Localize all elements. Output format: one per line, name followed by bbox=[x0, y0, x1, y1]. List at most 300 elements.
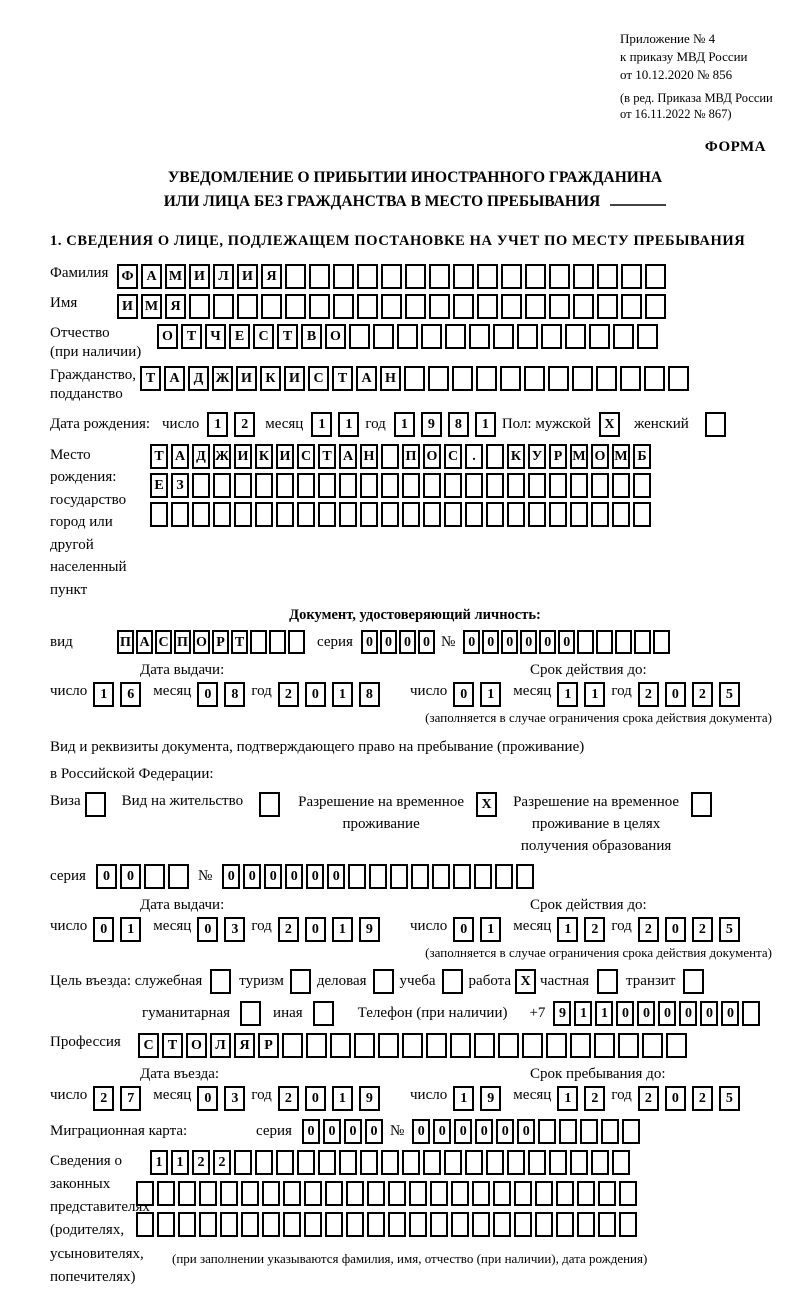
char-cell[interactable] bbox=[612, 473, 630, 498]
char-cell[interactable]: О bbox=[157, 324, 178, 349]
char-cell[interactable] bbox=[339, 473, 357, 498]
char-cell[interactable] bbox=[528, 1150, 546, 1175]
char-cell[interactable]: 1 bbox=[332, 682, 353, 707]
char-cell[interactable] bbox=[524, 366, 545, 391]
char-cell[interactable]: 0 bbox=[454, 1119, 472, 1144]
char-cell[interactable] bbox=[339, 1150, 357, 1175]
char-cell[interactable]: 2 bbox=[192, 1150, 210, 1175]
char-cell[interactable] bbox=[486, 502, 504, 527]
char-cell[interactable]: 2 bbox=[638, 682, 659, 707]
char-cell[interactable]: 0 bbox=[305, 917, 326, 942]
char-cell[interactable] bbox=[318, 473, 336, 498]
char-cell[interactable] bbox=[500, 366, 521, 391]
char-cell[interactable] bbox=[613, 324, 634, 349]
char-cell[interactable]: 7 bbox=[120, 1086, 141, 1111]
char-cell[interactable] bbox=[346, 1181, 364, 1206]
residence-permit-checkbox[interactable] bbox=[259, 792, 280, 817]
char-cell[interactable] bbox=[388, 1181, 406, 1206]
char-cell[interactable] bbox=[501, 264, 522, 289]
char-cell[interactable] bbox=[409, 1212, 427, 1237]
char-cell[interactable] bbox=[541, 324, 562, 349]
char-cell[interactable] bbox=[213, 502, 231, 527]
char-cell[interactable] bbox=[549, 502, 567, 527]
char-cell[interactable] bbox=[637, 324, 658, 349]
char-cell[interactable] bbox=[288, 630, 305, 654]
char-cell[interactable]: Я bbox=[165, 294, 186, 319]
char-cell[interactable]: 0 bbox=[679, 1001, 697, 1026]
char-cell[interactable] bbox=[189, 294, 210, 319]
char-cell[interactable] bbox=[304, 1181, 322, 1206]
char-cell[interactable] bbox=[474, 1033, 495, 1058]
char-cell[interactable] bbox=[282, 1033, 303, 1058]
char-cell[interactable]: П bbox=[402, 444, 420, 469]
char-cell[interactable]: В bbox=[301, 324, 322, 349]
char-cell[interactable]: Е bbox=[229, 324, 250, 349]
char-cell[interactable]: 0 bbox=[453, 917, 474, 942]
char-cell[interactable]: 0 bbox=[665, 1086, 686, 1111]
char-cell[interactable] bbox=[477, 294, 498, 319]
sex-female-checkbox[interactable] bbox=[705, 412, 726, 437]
char-cell[interactable] bbox=[411, 864, 429, 889]
char-cell[interactable] bbox=[241, 1181, 259, 1206]
char-cell[interactable] bbox=[304, 1212, 322, 1237]
char-cell[interactable]: У bbox=[528, 444, 546, 469]
char-cell[interactable]: 0 bbox=[197, 917, 218, 942]
char-cell[interactable] bbox=[255, 1150, 273, 1175]
char-cell[interactable] bbox=[357, 264, 378, 289]
char-cell[interactable] bbox=[309, 294, 330, 319]
char-cell[interactable] bbox=[495, 864, 513, 889]
char-cell[interactable]: 0 bbox=[305, 682, 326, 707]
char-cell[interactable]: 6 bbox=[120, 682, 141, 707]
char-cell[interactable]: 0 bbox=[665, 917, 686, 942]
char-cell[interactable] bbox=[213, 473, 231, 498]
char-cell[interactable]: 0 bbox=[520, 630, 537, 654]
char-cell[interactable] bbox=[276, 502, 294, 527]
char-cell[interactable]: 0 bbox=[285, 864, 303, 889]
char-cell[interactable] bbox=[596, 366, 617, 391]
char-cell[interactable]: К bbox=[255, 444, 273, 469]
char-cell[interactable]: Т bbox=[332, 366, 353, 391]
char-cell[interactable] bbox=[477, 264, 498, 289]
char-cell[interactable] bbox=[619, 1212, 637, 1237]
char-cell[interactable]: 1 bbox=[557, 1086, 578, 1111]
char-cell[interactable]: 0 bbox=[264, 864, 282, 889]
char-cell[interactable] bbox=[619, 1181, 637, 1206]
char-cell[interactable] bbox=[570, 473, 588, 498]
char-cell[interactable] bbox=[255, 473, 273, 498]
char-cell[interactable] bbox=[306, 1033, 327, 1058]
char-cell[interactable] bbox=[546, 1033, 567, 1058]
char-cell[interactable] bbox=[381, 502, 399, 527]
char-cell[interactable]: 5 bbox=[719, 917, 740, 942]
char-cell[interactable] bbox=[493, 1212, 511, 1237]
char-cell[interactable] bbox=[423, 502, 441, 527]
char-cell[interactable]: П bbox=[117, 630, 134, 654]
char-cell[interactable] bbox=[621, 294, 642, 319]
char-cell[interactable]: Ж bbox=[212, 366, 233, 391]
char-cell[interactable]: 2 bbox=[234, 412, 255, 437]
char-cell[interactable]: Т bbox=[231, 630, 248, 654]
char-cell[interactable]: С bbox=[253, 324, 274, 349]
char-cell[interactable] bbox=[404, 366, 425, 391]
char-cell[interactable] bbox=[367, 1181, 385, 1206]
char-cell[interactable] bbox=[612, 502, 630, 527]
char-cell[interactable] bbox=[598, 1212, 616, 1237]
purpose-official-checkbox[interactable] bbox=[210, 969, 231, 994]
char-cell[interactable] bbox=[369, 864, 387, 889]
char-cell[interactable] bbox=[570, 502, 588, 527]
char-cell[interactable] bbox=[388, 1212, 406, 1237]
char-cell[interactable] bbox=[598, 1181, 616, 1206]
char-cell[interactable] bbox=[522, 1033, 543, 1058]
char-cell[interactable]: 1 bbox=[480, 682, 501, 707]
char-cell[interactable] bbox=[516, 864, 534, 889]
char-cell[interactable] bbox=[192, 473, 210, 498]
char-cell[interactable] bbox=[346, 1212, 364, 1237]
char-cell[interactable] bbox=[601, 1119, 619, 1144]
char-cell[interactable] bbox=[428, 366, 449, 391]
char-cell[interactable] bbox=[535, 1212, 553, 1237]
char-cell[interactable]: 0 bbox=[327, 864, 345, 889]
char-cell[interactable] bbox=[402, 1150, 420, 1175]
char-cell[interactable]: Р bbox=[212, 630, 229, 654]
char-cell[interactable]: 0 bbox=[197, 1086, 218, 1111]
char-cell[interactable]: 1 bbox=[557, 917, 578, 942]
char-cell[interactable]: И bbox=[237, 264, 258, 289]
char-cell[interactable]: 1 bbox=[557, 682, 578, 707]
char-cell[interactable]: А bbox=[136, 630, 153, 654]
char-cell[interactable] bbox=[538, 1119, 556, 1144]
char-cell[interactable] bbox=[589, 324, 610, 349]
char-cell[interactable]: 0 bbox=[501, 630, 518, 654]
char-cell[interactable] bbox=[276, 473, 294, 498]
char-cell[interactable]: 1 bbox=[595, 1001, 613, 1026]
char-cell[interactable]: 2 bbox=[692, 1086, 713, 1111]
char-cell[interactable]: 2 bbox=[278, 682, 299, 707]
char-cell[interactable]: 1 bbox=[453, 1086, 474, 1111]
char-cell[interactable]: М bbox=[612, 444, 630, 469]
other-checkbox[interactable] bbox=[313, 1001, 334, 1026]
char-cell[interactable] bbox=[535, 1181, 553, 1206]
char-cell[interactable]: И bbox=[234, 444, 252, 469]
char-cell[interactable] bbox=[333, 264, 354, 289]
char-cell[interactable] bbox=[528, 502, 546, 527]
char-cell[interactable]: С bbox=[308, 366, 329, 391]
char-cell[interactable] bbox=[573, 294, 594, 319]
char-cell[interactable]: 2 bbox=[278, 1086, 299, 1111]
tourism-checkbox[interactable] bbox=[290, 969, 311, 994]
char-cell[interactable]: 0 bbox=[361, 630, 378, 654]
char-cell[interactable]: К bbox=[260, 366, 281, 391]
char-cell[interactable] bbox=[262, 1181, 280, 1206]
char-cell[interactable] bbox=[429, 264, 450, 289]
char-cell[interactable]: 2 bbox=[692, 682, 713, 707]
sex-male-checkbox[interactable]: X bbox=[599, 412, 620, 437]
char-cell[interactable]: 5 bbox=[719, 682, 740, 707]
char-cell[interactable]: 0 bbox=[302, 1119, 320, 1144]
char-cell[interactable] bbox=[644, 366, 665, 391]
char-cell[interactable] bbox=[423, 1150, 441, 1175]
char-cell[interactable]: 0 bbox=[721, 1001, 739, 1026]
char-cell[interactable]: 1 bbox=[171, 1150, 189, 1175]
temp-edu-checkbox[interactable] bbox=[691, 792, 712, 817]
char-cell[interactable]: 0 bbox=[475, 1119, 493, 1144]
char-cell[interactable]: Т bbox=[318, 444, 336, 469]
char-cell[interactable]: С bbox=[444, 444, 462, 469]
char-cell[interactable] bbox=[318, 1150, 336, 1175]
char-cell[interactable]: 0 bbox=[306, 864, 324, 889]
char-cell[interactable]: Р bbox=[258, 1033, 279, 1058]
char-cell[interactable]: М bbox=[165, 264, 186, 289]
char-cell[interactable] bbox=[360, 502, 378, 527]
char-cell[interactable] bbox=[469, 324, 490, 349]
char-cell[interactable]: 0 bbox=[412, 1119, 430, 1144]
char-cell[interactable]: К bbox=[507, 444, 525, 469]
char-cell[interactable] bbox=[234, 473, 252, 498]
char-cell[interactable] bbox=[360, 1150, 378, 1175]
char-cell[interactable] bbox=[150, 502, 168, 527]
char-cell[interactable]: Т bbox=[162, 1033, 183, 1058]
char-cell[interactable] bbox=[409, 1181, 427, 1206]
char-cell[interactable]: 0 bbox=[637, 1001, 655, 1026]
char-cell[interactable] bbox=[615, 630, 632, 654]
char-cell[interactable] bbox=[548, 366, 569, 391]
business-checkbox[interactable] bbox=[373, 969, 394, 994]
char-cell[interactable] bbox=[596, 630, 613, 654]
char-cell[interactable] bbox=[653, 630, 670, 654]
char-cell[interactable] bbox=[597, 264, 618, 289]
char-cell[interactable] bbox=[171, 502, 189, 527]
char-cell[interactable]: 1 bbox=[338, 412, 359, 437]
char-cell[interactable]: И bbox=[276, 444, 294, 469]
char-cell[interactable] bbox=[429, 294, 450, 319]
visa-checkbox[interactable] bbox=[85, 792, 106, 817]
char-cell[interactable]: 9 bbox=[480, 1086, 501, 1111]
char-cell[interactable]: Ф bbox=[117, 264, 138, 289]
char-cell[interactable] bbox=[360, 473, 378, 498]
char-cell[interactable] bbox=[472, 1212, 490, 1237]
char-cell[interactable] bbox=[493, 324, 514, 349]
char-cell[interactable]: 1 bbox=[332, 1086, 353, 1111]
char-cell[interactable] bbox=[373, 324, 394, 349]
char-cell[interactable] bbox=[276, 1150, 294, 1175]
char-cell[interactable] bbox=[742, 1001, 760, 1026]
char-cell[interactable] bbox=[234, 1150, 252, 1175]
char-cell[interactable]: 2 bbox=[213, 1150, 231, 1175]
char-cell[interactable] bbox=[402, 473, 420, 498]
char-cell[interactable]: И bbox=[189, 264, 210, 289]
char-cell[interactable]: А bbox=[171, 444, 189, 469]
private-checkbox[interactable] bbox=[597, 969, 618, 994]
char-cell[interactable] bbox=[451, 1212, 469, 1237]
char-cell[interactable]: З bbox=[171, 473, 189, 498]
char-cell[interactable] bbox=[381, 444, 399, 469]
char-cell[interactable] bbox=[549, 294, 570, 319]
char-cell[interactable] bbox=[486, 1150, 504, 1175]
char-cell[interactable] bbox=[633, 502, 651, 527]
char-cell[interactable] bbox=[285, 294, 306, 319]
char-cell[interactable] bbox=[397, 324, 418, 349]
char-cell[interactable] bbox=[507, 473, 525, 498]
char-cell[interactable] bbox=[451, 1181, 469, 1206]
char-cell[interactable]: 0 bbox=[120, 864, 141, 889]
char-cell[interactable]: И bbox=[236, 366, 257, 391]
char-cell[interactable] bbox=[493, 1181, 511, 1206]
char-cell[interactable]: Т bbox=[140, 366, 161, 391]
char-cell[interactable] bbox=[573, 264, 594, 289]
char-cell[interactable]: 1 bbox=[394, 412, 415, 437]
char-cell[interactable]: 0 bbox=[700, 1001, 718, 1026]
char-cell[interactable]: 1 bbox=[207, 412, 228, 437]
char-cell[interactable] bbox=[556, 1181, 574, 1206]
char-cell[interactable]: 5 bbox=[719, 1086, 740, 1111]
char-cell[interactable]: 3 bbox=[224, 917, 245, 942]
char-cell[interactable] bbox=[556, 1212, 574, 1237]
char-cell[interactable]: 0 bbox=[616, 1001, 634, 1026]
char-cell[interactable] bbox=[498, 1033, 519, 1058]
char-cell[interactable] bbox=[591, 473, 609, 498]
char-cell[interactable]: 1 bbox=[150, 1150, 168, 1175]
char-cell[interactable]: 0 bbox=[539, 630, 556, 654]
char-cell[interactable]: Л bbox=[213, 264, 234, 289]
char-cell[interactable]: 0 bbox=[433, 1119, 451, 1144]
char-cell[interactable] bbox=[501, 294, 522, 319]
char-cell[interactable] bbox=[645, 264, 666, 289]
char-cell[interactable]: 0 bbox=[482, 630, 499, 654]
char-cell[interactable]: Д bbox=[188, 366, 209, 391]
char-cell[interactable]: 0 bbox=[323, 1119, 341, 1144]
char-cell[interactable] bbox=[618, 1033, 639, 1058]
char-cell[interactable] bbox=[642, 1033, 663, 1058]
char-cell[interactable]: 0 bbox=[517, 1119, 535, 1144]
char-cell[interactable] bbox=[591, 502, 609, 527]
char-cell[interactable] bbox=[476, 366, 497, 391]
char-cell[interactable]: 0 bbox=[418, 630, 435, 654]
char-cell[interactable] bbox=[486, 444, 504, 469]
char-cell[interactable]: С bbox=[297, 444, 315, 469]
char-cell[interactable]: С bbox=[155, 630, 172, 654]
char-cell[interactable]: 9 bbox=[553, 1001, 571, 1026]
work-checkbox[interactable]: X bbox=[515, 969, 536, 994]
char-cell[interactable] bbox=[285, 264, 306, 289]
char-cell[interactable]: 2 bbox=[584, 1086, 605, 1111]
char-cell[interactable]: 0 bbox=[463, 630, 480, 654]
char-cell[interactable]: А bbox=[339, 444, 357, 469]
char-cell[interactable] bbox=[621, 264, 642, 289]
char-cell[interactable] bbox=[348, 864, 366, 889]
char-cell[interactable]: 0 bbox=[344, 1119, 362, 1144]
char-cell[interactable] bbox=[241, 1212, 259, 1237]
char-cell[interactable]: Ч bbox=[205, 324, 226, 349]
char-cell[interactable] bbox=[234, 502, 252, 527]
char-cell[interactable] bbox=[381, 1150, 399, 1175]
char-cell[interactable]: Ж bbox=[213, 444, 231, 469]
char-cell[interactable]: А bbox=[164, 366, 185, 391]
char-cell[interactable] bbox=[465, 502, 483, 527]
char-cell[interactable]: Е bbox=[150, 473, 168, 498]
char-cell[interactable] bbox=[178, 1212, 196, 1237]
char-cell[interactable] bbox=[668, 366, 689, 391]
char-cell[interactable]: О bbox=[193, 630, 210, 654]
char-cell[interactable] bbox=[570, 1150, 588, 1175]
char-cell[interactable] bbox=[402, 1033, 423, 1058]
char-cell[interactable] bbox=[572, 366, 593, 391]
char-cell[interactable] bbox=[517, 324, 538, 349]
char-cell[interactable] bbox=[474, 864, 492, 889]
char-cell[interactable]: Б bbox=[633, 444, 651, 469]
char-cell[interactable]: 1 bbox=[120, 917, 141, 942]
char-cell[interactable] bbox=[255, 502, 273, 527]
char-cell[interactable] bbox=[283, 1181, 301, 1206]
char-cell[interactable] bbox=[381, 294, 402, 319]
char-cell[interactable]: С bbox=[138, 1033, 159, 1058]
char-cell[interactable] bbox=[445, 324, 466, 349]
char-cell[interactable]: О bbox=[186, 1033, 207, 1058]
char-cell[interactable] bbox=[136, 1181, 154, 1206]
char-cell[interactable] bbox=[645, 294, 666, 319]
transit-checkbox[interactable] bbox=[683, 969, 704, 994]
char-cell[interactable]: . bbox=[465, 444, 483, 469]
char-cell[interactable] bbox=[612, 1150, 630, 1175]
char-cell[interactable]: 0 bbox=[93, 917, 114, 942]
char-cell[interactable] bbox=[269, 630, 286, 654]
char-cell[interactable] bbox=[426, 1033, 447, 1058]
char-cell[interactable] bbox=[514, 1181, 532, 1206]
char-cell[interactable] bbox=[525, 294, 546, 319]
char-cell[interactable] bbox=[453, 264, 474, 289]
char-cell[interactable]: 0 bbox=[453, 682, 474, 707]
char-cell[interactable]: Д bbox=[192, 444, 210, 469]
char-cell[interactable]: Т bbox=[181, 324, 202, 349]
char-cell[interactable] bbox=[297, 473, 315, 498]
char-cell[interactable] bbox=[178, 1181, 196, 1206]
char-cell[interactable]: О bbox=[591, 444, 609, 469]
char-cell[interactable] bbox=[570, 1033, 591, 1058]
char-cell[interactable] bbox=[525, 264, 546, 289]
char-cell[interactable] bbox=[597, 294, 618, 319]
char-cell[interactable]: Т bbox=[277, 324, 298, 349]
char-cell[interactable]: 8 bbox=[224, 682, 245, 707]
char-cell[interactable]: 8 bbox=[448, 412, 469, 437]
char-cell[interactable] bbox=[421, 324, 442, 349]
char-cell[interactable] bbox=[444, 502, 462, 527]
char-cell[interactable] bbox=[430, 1181, 448, 1206]
char-cell[interactable] bbox=[444, 1150, 462, 1175]
char-cell[interactable] bbox=[580, 1119, 598, 1144]
char-cell[interactable] bbox=[507, 502, 525, 527]
char-cell[interactable] bbox=[192, 502, 210, 527]
char-cell[interactable]: 0 bbox=[399, 630, 416, 654]
char-cell[interactable] bbox=[559, 1119, 577, 1144]
char-cell[interactable]: 2 bbox=[584, 917, 605, 942]
char-cell[interactable]: 0 bbox=[365, 1119, 383, 1144]
char-cell[interactable]: 0 bbox=[243, 864, 261, 889]
char-cell[interactable]: О bbox=[325, 324, 346, 349]
char-cell[interactable] bbox=[565, 324, 586, 349]
char-cell[interactable] bbox=[402, 502, 420, 527]
char-cell[interactable]: 1 bbox=[332, 917, 353, 942]
char-cell[interactable]: А bbox=[141, 264, 162, 289]
char-cell[interactable] bbox=[199, 1212, 217, 1237]
char-cell[interactable] bbox=[378, 1033, 399, 1058]
char-cell[interactable]: 0 bbox=[665, 682, 686, 707]
char-cell[interactable]: О bbox=[423, 444, 441, 469]
char-cell[interactable]: А bbox=[356, 366, 377, 391]
char-cell[interactable] bbox=[330, 1033, 351, 1058]
char-cell[interactable] bbox=[357, 294, 378, 319]
char-cell[interactable]: 1 bbox=[480, 917, 501, 942]
